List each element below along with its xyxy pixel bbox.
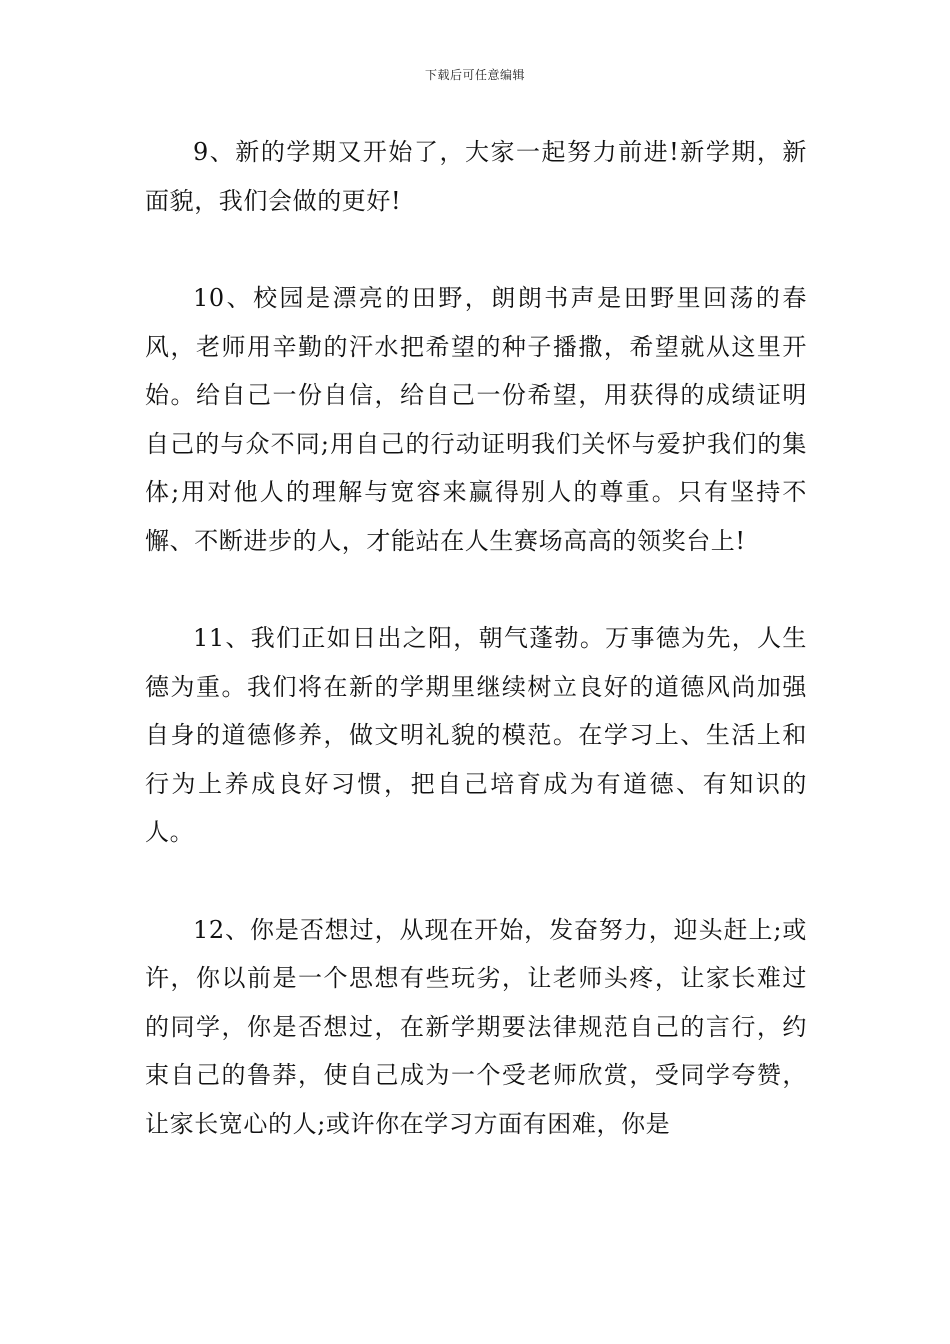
document-body — [145, 128, 807, 1197]
paragraph-12: 12、你是否想过，从现在开始，发奋努力，迎头赶上;或许，你以前是一个思想有些玩劣，让老师头疼，让家长难过的同学，你是否想过，在新学期要法律规范自己的言行，约束自己的鲁莽，使自己成为一个受老师欣赏，受同学夸赞，让家长宽心的人;或许你在学习方面有困难，你是 — [145, 915, 807, 1138]
paragraph-11: 11、我们正如日出之阳，朝气蓬勃。万事德为先，人生德为重。我们将在新的学期里继续树立良好的道德风尚加强自身的道德修养，做文明礼貌的模范。在学习上、生活上和行为上养成良好习惯，把自己培育成为有道德、有知识的人。 — [145, 624, 807, 846]
paragraph-9: 9、新的学期又开始了，大家一起努力前进!新学期，新面貌，我们会做的更好! — [145, 138, 807, 215]
paragraph-10: 10、校园是漂亮的田野，朗朗书声是田野里回荡的春风，老师用辛勤的汗水把希望的种子播撒，希望就从这里开始。给自己一份自信，给自己一份希望，用获得的成绩证明自己的与众不同;用自己的行动证明我们关怀与爱护我们的集体;用对他人的理解与宽容来赢得别人的尊重。只有坚持不懈、不断进步的人，才能站在人生赛场高高的领奖台上! — [145, 284, 807, 555]
page-header-note: 下载后可任意编辑 — [424, 68, 525, 82]
